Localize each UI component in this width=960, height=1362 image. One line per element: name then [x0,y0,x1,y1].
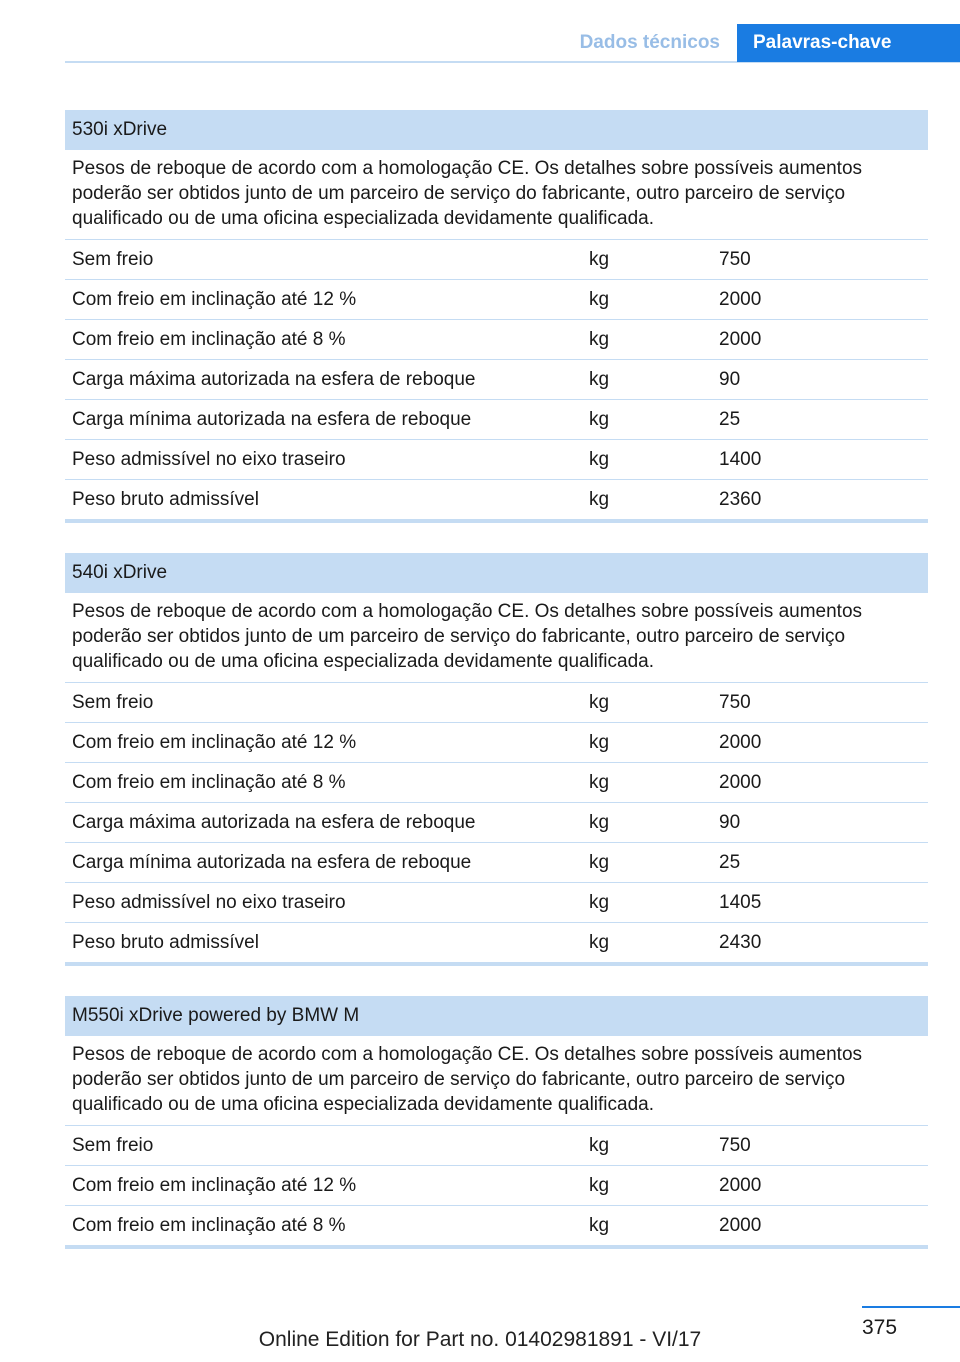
row-label: Peso bruto admissível [72,931,259,953]
footer-edition: Online Edition for Part no. 01402981891 - VI/17 [258,1328,702,1351]
weights-table-530i [65,110,928,523]
table-row [65,400,928,440]
row-value: 90 [719,368,741,390]
row-value: 2000 [719,1174,762,1196]
row-unit: kg [589,1214,610,1236]
row-label: Carga máxima autorizada na esfera de reboque [72,811,476,833]
table-title: 530i xDrive [65,110,928,150]
table-row [65,723,928,763]
table-row [65,803,928,843]
row-label: Sem freio [72,1134,154,1156]
row-unit: kg [589,248,610,270]
row-value: 2000 [719,288,762,310]
row-label: Com freio em inclinação até 12 % [72,288,357,310]
row-label: Com freio em inclinação até 8 % [72,771,346,793]
row-value: 1405 [719,891,762,913]
page-number-rule [862,1306,960,1308]
row-value: 750 [719,691,751,713]
table-row [65,240,928,280]
row-unit: kg [589,731,610,753]
row-unit: kg [589,811,610,833]
row-unit: kg [589,368,610,390]
row-unit: kg [589,931,610,953]
weights-table-m550i [65,996,928,1249]
row-label: Carga mínima autorizada na esfera de reboque [72,851,472,873]
table-row [65,763,928,803]
row-unit: kg [589,691,610,713]
row-label: Carga mínima autorizada na esfera de reboque [72,408,472,430]
row-value: 25 [719,408,741,430]
row-unit: kg [589,448,610,470]
row-value: 2000 [719,1214,762,1236]
table-row [65,683,928,723]
row-label: Peso bruto admissível [72,488,259,510]
table-row [65,480,928,523]
row-value: 90 [719,811,741,833]
row-value: 2360 [719,488,762,510]
row-value: 1400 [719,448,762,470]
table-row [65,883,928,923]
tab-dados-tecnicos[interactable]: Dados técnicos [579,32,720,53]
table-rows [65,683,928,966]
row-unit: kg [589,771,610,793]
row-label: Com freio em inclinação até 8 % [72,1214,346,1236]
table-rows [65,240,928,523]
row-value: 2000 [719,731,762,753]
table-row [65,320,928,360]
row-value: 750 [719,248,751,270]
table-description: Pesos de reboque de acordo com a homologação CE. Os detalhes sobre possíveis aumentos poderão ser obtidos junto de um parceiro de serviço do fabricante, outro parceiro de serviço qualificado ou de uma oficina especializada devidamente qualificada. [65,150,928,240]
row-unit: kg [589,1174,610,1196]
row-label: Com freio em inclinação até 12 % [72,731,357,753]
table-row [65,440,928,480]
row-unit: kg [589,1134,610,1156]
table-row [65,280,928,320]
table-title: M550i xDrive powered by BMW M [65,996,928,1036]
weights-table-540i [65,553,928,966]
table-row [65,1166,928,1206]
row-label: Sem freio [72,248,154,270]
row-unit: kg [589,851,610,873]
row-value: 2000 [719,328,762,350]
table-description: Pesos de reboque de acordo com a homologação CE. Os detalhes sobre possíveis aumentos poderão ser obtidos junto de um parceiro de serviço do fabricante, outro parceiro de serviço qualificado ou de uma oficina especializada devidamente qualificada. [65,1036,928,1126]
table-row [65,1206,928,1249]
row-label: Peso admissível no eixo traseiro [72,891,346,913]
table-row [65,360,928,400]
row-value: 2000 [719,771,762,793]
table-description: Pesos de reboque de acordo com a homologação CE. Os detalhes sobre possíveis aumentos poderão ser obtidos junto de um parceiro de serviço do fabricante, outro parceiro de serviço qualificado ou de uma oficina especializada devidamente qualificada. [65,593,928,683]
table-row [65,923,928,966]
page-number: 375 [862,1316,898,1339]
row-label: Com freio em inclinação até 12 % [72,1174,357,1196]
table-row [65,843,928,883]
row-unit: kg [589,328,610,350]
row-label: Com freio em inclinação até 8 % [72,328,346,350]
row-value: 2430 [719,931,762,953]
table-row [65,1126,928,1166]
tab-palavras-chave[interactable]: Palavras-chave [737,24,960,62]
row-unit: kg [589,891,610,913]
row-label: Peso admissível no eixo traseiro [72,448,346,470]
table-rows [65,1126,928,1249]
row-label: Carga máxima autorizada na esfera de reboque [72,368,476,390]
row-value: 750 [719,1134,751,1156]
row-label: Sem freio [72,691,154,713]
row-unit: kg [589,288,610,310]
table-title: 540i xDrive [65,553,928,593]
row-value: 25 [719,851,741,873]
row-unit: kg [589,408,610,430]
row-unit: kg [589,488,610,510]
